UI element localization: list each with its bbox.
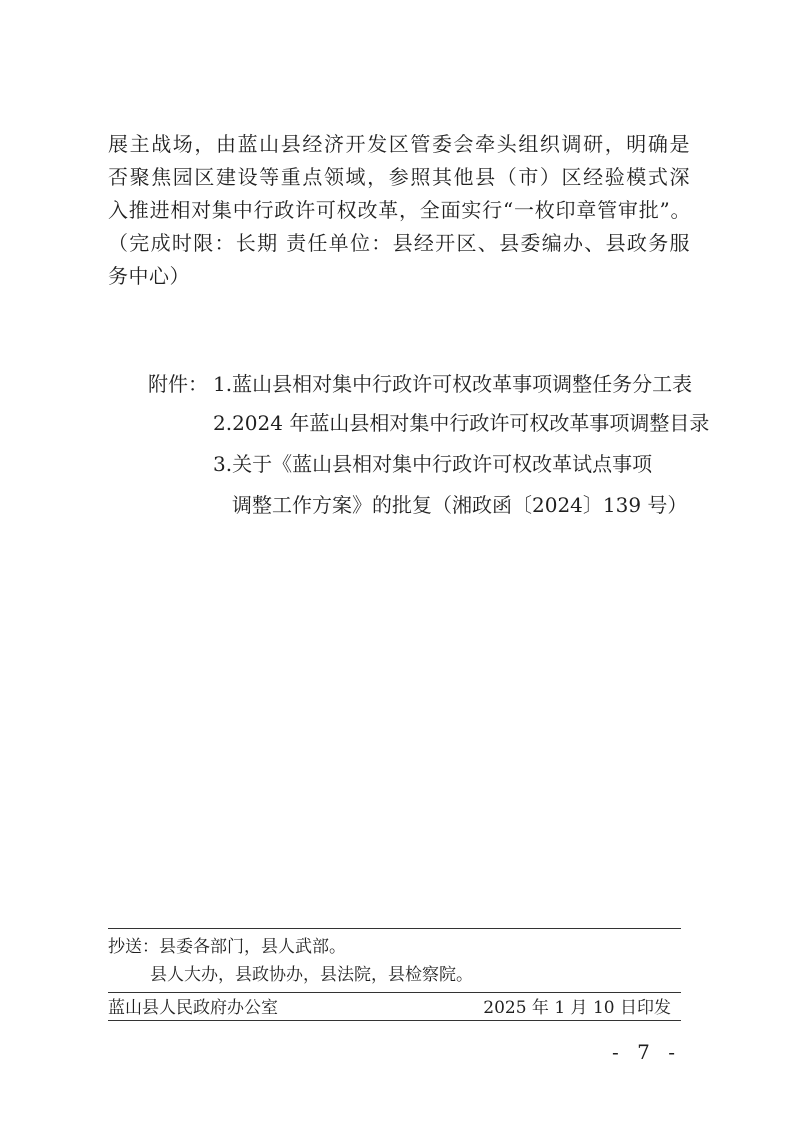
paragraph-line-3: 入推进相对集中行政许可权改革，全面实行“一枚印章管审批”。 [108, 198, 690, 222]
cc-line-1: 县委各部门，县人武部。 [159, 937, 346, 957]
issuer-name: 蓝山县人民政府办公室 [108, 998, 278, 1018]
footer-top-rule [108, 928, 681, 929]
issue-date: 2025 年 1 月 10 日印发 [483, 998, 671, 1018]
page-number: - 7 - [612, 1040, 681, 1064]
attachment-item-1: 1.蓝山县相对集中行政许可权改革事项调整任务分工表 [213, 372, 693, 396]
paragraph-line-1: 展主战场，由蓝山县经济开发区管委会牵头组织调研，明确是 [108, 132, 690, 156]
attachment-item-2: 2.2024 年蓝山县相对集中行政许可权改革事项调整目录 [213, 411, 710, 435]
cc-line-2: 县人大办，县政协办，县法院，县检察院。 [150, 965, 473, 985]
cc-label: 抄送： [108, 937, 159, 957]
issuer-line [108, 995, 681, 1021]
paragraph-line-5: 务中心） [108, 264, 190, 288]
paragraph-line-4: （完成时限：长期 责任单位：县经开区、县委编办、县政务服 [108, 231, 690, 255]
attachment-item-3-continued: 调整工作方案》的批复（湘政函〔2024〕139 号） [232, 493, 688, 517]
cc-block [108, 934, 681, 990]
paragraph-line-2: 否聚焦园区建设等重点领域，参照其他县（市）区经验模式深 [108, 165, 690, 189]
footer-middle-rule [108, 992, 681, 993]
attachments-label: 附件： [148, 372, 208, 396]
attachment-item-3: 3.关于《蓝山县相对集中行政许可权改革试点事项 [213, 452, 653, 476]
main-paragraph [108, 128, 690, 293]
